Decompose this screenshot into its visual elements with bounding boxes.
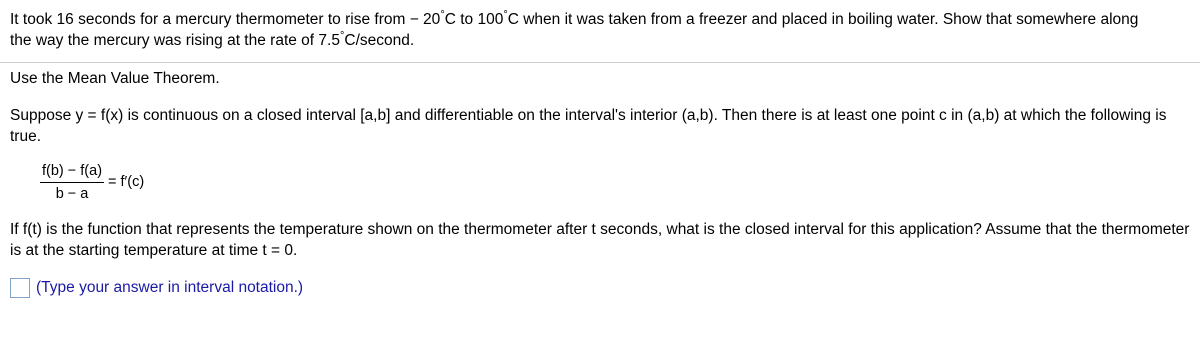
formula-fraction xyxy=(40,162,104,203)
problem-line1-a: It took 16 seconds for a mercury thermometer to rise from − 20 xyxy=(10,11,441,28)
theorem-text: Suppose y = f(x) is continuous on a closed interval [a,b] and differentiable on the interval's interior (a,b). Then there is at least one point c in (a,b) at which the following is true. xyxy=(10,107,1167,145)
problem-line2-b: C/second. xyxy=(344,32,415,49)
section-divider xyxy=(0,62,1200,63)
degree-symbol: ° xyxy=(440,9,445,21)
problem-line1-b: C to 100 xyxy=(444,11,504,28)
problem-statement xyxy=(10,0,1190,51)
problem-text xyxy=(10,0,1190,51)
degree-symbol: ° xyxy=(339,30,345,42)
question-text: If f(t) is the function that represents the temperature shown on the thermometer after t seconds, what is the closed interval for this application? Assume that the thermometer is at the starting temperature at time t = 0. xyxy=(10,221,1190,259)
problem-line2-a: the way the mercury was rising at the rate of 7.5 xyxy=(10,32,340,49)
answer-row xyxy=(10,278,303,298)
formula-denominator: b − a xyxy=(55,186,89,202)
formula-numerator: f(b) − f(a) xyxy=(40,162,104,183)
formula-rhs: = f′(c) xyxy=(108,173,145,190)
hint-text: Use the Mean Value Theorem. xyxy=(10,70,220,87)
mvt-formula xyxy=(40,162,144,203)
problem-line1-c: C when it was taken from a freezer and placed in boiling water. Show that somewhere along xyxy=(507,11,1139,28)
answer-hint: (Type your answer in interval notation.) xyxy=(36,279,304,296)
degree-symbol: ° xyxy=(503,9,508,21)
answer-input[interactable] xyxy=(10,278,30,298)
